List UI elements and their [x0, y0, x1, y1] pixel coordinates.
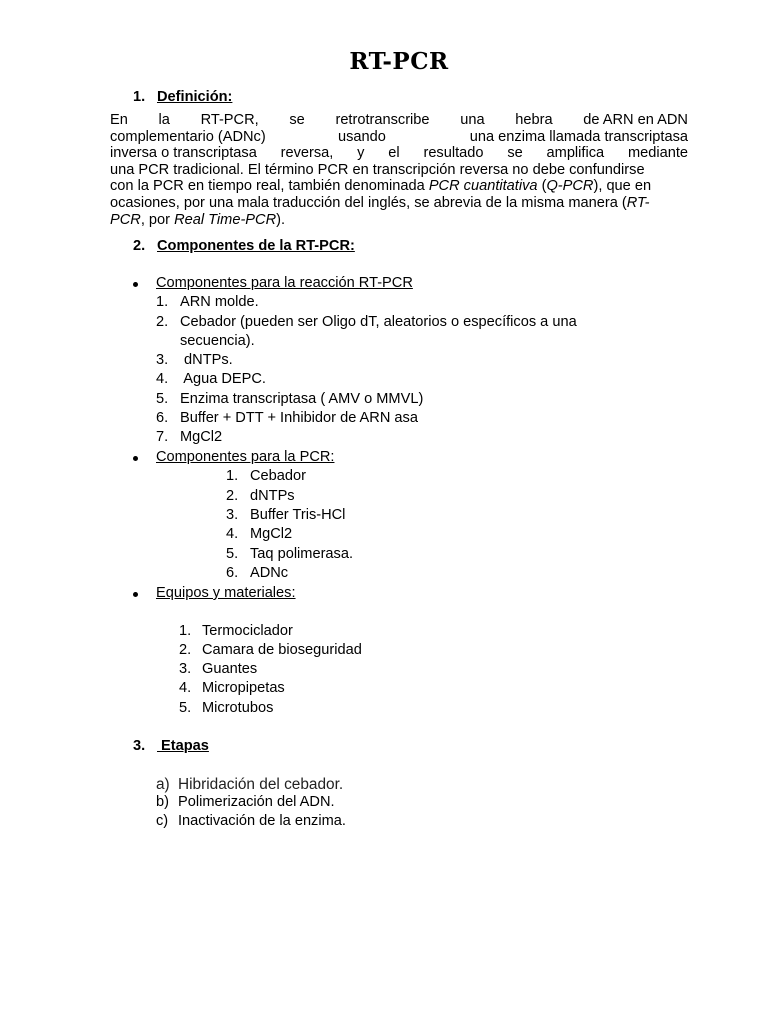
list-item: [226, 525, 292, 544]
list-number: 1.: [179, 623, 192, 639]
list-number: 4.: [226, 526, 239, 542]
list-number: 7.: [156, 429, 169, 445]
list-item: [179, 641, 362, 660]
list-text: ADNc: [250, 565, 289, 581]
paragraph-line: [110, 162, 688, 179]
list-text: secuencia).: [180, 333, 255, 349]
word: se: [289, 112, 305, 128]
text-run: con la PCR en tiempo real, también denominada: [110, 178, 429, 195]
word: amplifica: [546, 145, 605, 162]
paragraph-line: [110, 129, 688, 146]
section-number: 3.: [133, 738, 146, 754]
list-number: 1.: [156, 294, 169, 310]
list-text: Agua DEPC.: [180, 371, 266, 387]
list-number: 2.: [179, 642, 192, 658]
paragraph-line: [110, 212, 688, 229]
word: mediante: [627, 145, 688, 162]
word: una: [460, 112, 485, 128]
list-text: Termociclador: [202, 623, 293, 639]
word: y: [357, 145, 365, 162]
word: RT-PCR,: [200, 112, 259, 128]
list-text: Cebador: [250, 468, 306, 484]
section-heading-definicion: [133, 88, 232, 107]
list-number: 6.: [156, 410, 169, 426]
list-text: Polimerización del ADN.: [178, 794, 335, 810]
text-run: (: [537, 178, 547, 195]
list-text: Cebador (pueden ser Oligo dT, aleatorios o específicos a una: [180, 314, 577, 330]
word: la: [158, 112, 170, 128]
text-run: una PCR tradicional. El término PCR en transcripción reversa no debe confundirse: [110, 161, 645, 178]
list-number: 6.: [226, 565, 239, 581]
list-item: [226, 487, 295, 506]
italic-term: PCR cuantitativa: [428, 178, 538, 195]
list-item: [156, 793, 335, 812]
list-item: [156, 332, 255, 351]
list-item: [156, 812, 346, 831]
text-run: , por: [140, 211, 175, 228]
list-text: Buffer Tris-HCl: [250, 507, 346, 523]
list-letter: b): [156, 794, 169, 810]
list-item: [179, 660, 257, 679]
word: En: [110, 112, 128, 128]
list-number: 3.: [156, 352, 169, 368]
list-item: [226, 564, 288, 583]
list-number: 2.: [226, 488, 239, 504]
list-item: [179, 699, 273, 718]
list-text: Taq polimerasa.: [250, 546, 354, 562]
paragraph-line: [110, 145, 688, 162]
list-text: Enzima transcriptasa ( AMV o MMVL): [180, 391, 424, 407]
list-text: dNTPs.: [180, 352, 233, 368]
list-item: [156, 370, 266, 389]
italic-term: Q-PCR: [546, 178, 594, 195]
group-label-rt: Componentes para la reacción RT-PCR: [156, 275, 413, 291]
group-label-equipos: Equipos y materiales:: [156, 585, 296, 601]
word: usando: [338, 128, 386, 145]
list-text: Microtubos: [202, 700, 274, 716]
list-text: Guantes: [202, 661, 258, 677]
paragraph-line: [110, 195, 688, 212]
word: inversa o transcriptasa: [110, 145, 257, 162]
list-number: 5.: [156, 391, 169, 407]
word: resultado: [423, 145, 484, 162]
italic-term: PCR: [110, 211, 141, 228]
section-heading-componentes: [133, 237, 355, 256]
list-text: MgCl2: [250, 526, 293, 542]
text-run: ).: [276, 211, 286, 228]
word: el: [388, 145, 400, 162]
section-title: Definición:: [157, 89, 233, 105]
list-number: 5.: [226, 546, 239, 562]
list-text: ARN molde.: [180, 294, 259, 310]
italic-term: RT-: [626, 194, 650, 211]
bullet-icon: [133, 282, 138, 287]
bullet-icon: [133, 456, 138, 461]
list-item: [226, 506, 345, 525]
list-text: Micropipetas: [202, 680, 285, 696]
list-number: 2.: [156, 314, 169, 330]
group-label-pcr: Componentes para la PCR:: [156, 449, 335, 465]
word: complementario (ADNc): [110, 128, 266, 145]
list-number: 3.: [179, 661, 192, 677]
list-item: [179, 679, 285, 698]
italic-term: Real Time-PCR: [174, 211, 277, 228]
word: de ARN en ADN: [583, 112, 688, 128]
bullet-icon: [133, 592, 138, 597]
list-item: [226, 467, 306, 486]
list-text: Camara de bioseguridad: [202, 642, 362, 658]
section-number: 2.: [133, 238, 146, 254]
definition-paragraph: [110, 112, 688, 228]
list-number: 1.: [226, 468, 239, 484]
word: retrotranscribe: [335, 112, 430, 128]
list-number: 3.: [226, 507, 239, 523]
section-title: Etapas: [157, 738, 209, 754]
text-run: ocasiones, por una mala traducción del inglés, se abrevia de la misma manera (: [110, 194, 627, 211]
list-item: [226, 545, 353, 564]
paragraph-line: [110, 178, 688, 195]
list-item: [156, 390, 423, 409]
list-item: [156, 313, 577, 332]
list-number: 4.: [156, 371, 169, 387]
list-item: [156, 351, 233, 370]
page-title: RT-PCR: [349, 48, 449, 75]
section-number: 1.: [133, 89, 146, 105]
word: se: [507, 145, 523, 162]
section-heading-etapas: [133, 737, 209, 756]
paragraph-line: [110, 112, 688, 129]
section-title: Componentes de la RT-PCR:: [157, 238, 355, 254]
list-text: Hibridación del cebador.: [178, 776, 344, 793]
list-text: Inactivación de la enzima.: [178, 813, 346, 829]
list-text: Buffer + DTT + Inhibidor de ARN asa: [180, 410, 418, 426]
list-number: 4.: [179, 680, 192, 696]
list-letter: a): [156, 776, 170, 793]
list-item: [156, 293, 259, 312]
list-item: [156, 409, 418, 428]
word: una enzima llamada transcriptasa: [469, 128, 688, 145]
list-letter: c): [156, 813, 169, 829]
list-number: 5.: [179, 700, 192, 716]
list-text: dNTPs: [250, 488, 295, 504]
list-item: [179, 622, 293, 641]
list-item: [156, 775, 343, 794]
list-text: MgCl2: [180, 429, 223, 445]
word: reversa,: [280, 145, 334, 162]
word: hebra: [515, 112, 553, 128]
list-item: [156, 428, 222, 447]
text-run: ), que en: [593, 178, 652, 195]
